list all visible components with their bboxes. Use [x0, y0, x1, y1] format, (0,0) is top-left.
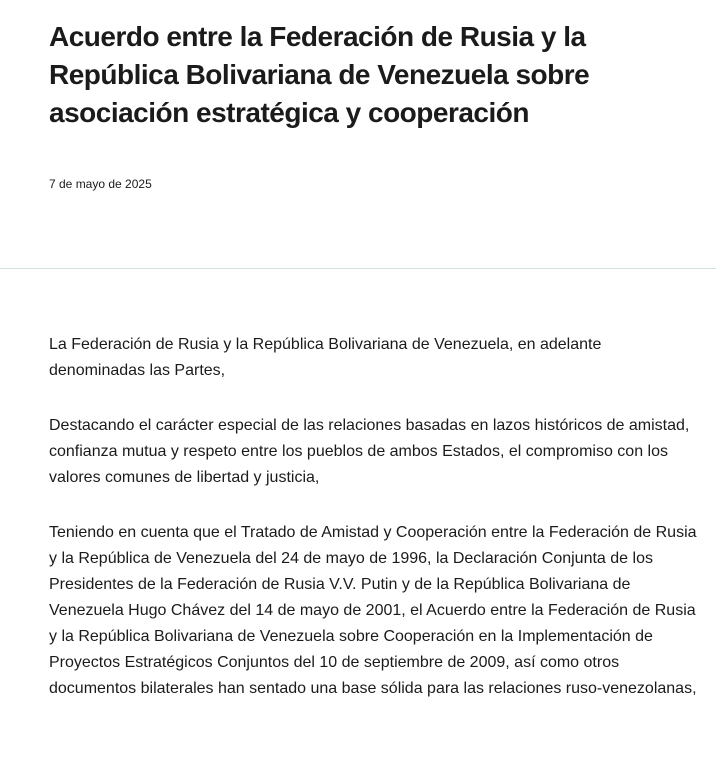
page-title: Acuerdo entre la Federación de Rusia y la República Bolivariana de Venezuela sobre asociación estratégica y cooperación — [49, 21, 590, 128]
publication-date: 7 de mayo de 2025 — [49, 177, 152, 191]
paragraph-highlighting: Destacando el carácter especial de las relaciones basadas en lazos históricos de amistad, confianza mutua y respeto entre los pueblos de ambos Estados, el compromiso con los valores comunes de libertad y justicia, — [49, 417, 690, 486]
paragraph-considering: Teniendo en cuenta que el Tratado de Amistad y Cooperación entre la Federación de Rusia y la República de Venezuela del 24 de mayo de 1996, la Declaración Conjunta de los Presidentes de la Federación de Rusia V.V. Putin y de la República Bolivariana de Venezuela Hugo Chávez del 14 de mayo de 2001, el Acuerdo entre la Federación de Rusia y la República Bolivariana de Venezuela sobre Cooperación en la Implementación de Proyectos Estratégicos Conjuntos del 10 de septiembre de 2009, así como otros documentos bilaterales han sentado una base sólida para las relaciones ruso-venezolanas, — [49, 524, 697, 697]
article-header — [49, 18, 689, 132]
article-body — [49, 332, 699, 731]
paragraph-preamble: La Federación de Rusia y la República Bolivariana de Venezuela, en adelante denominadas las Partes, — [49, 336, 602, 379]
divider — [0, 268, 716, 269]
